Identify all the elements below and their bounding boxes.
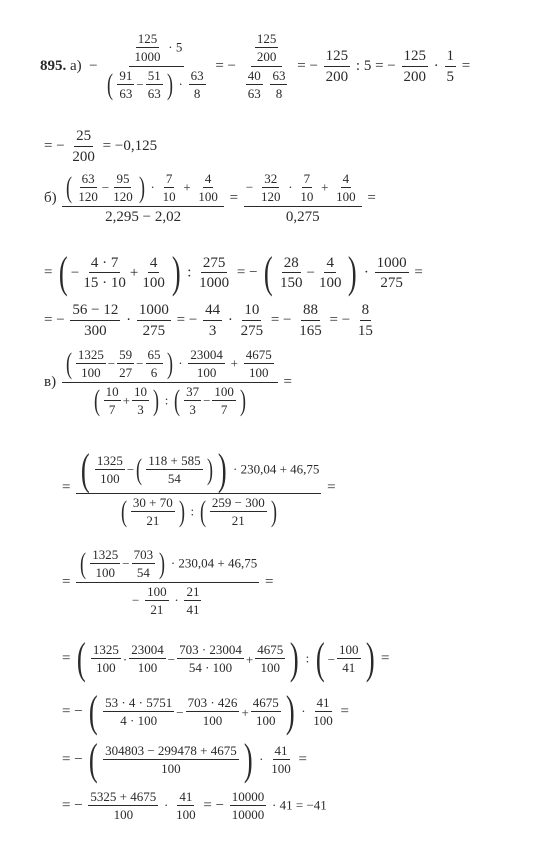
line-b2: = ( − $\frac{4 \cdot 7}{15 \cdot 10}$ + $\frac{4}{100}$ ) : $\frac{275}{1000}$ = − ( $\frac{28}{150}$ − $\frac{4}{100}$ ) · $\frac{1000}{275}$ = [44, 248, 423, 297]
part-b-label: б) [44, 189, 57, 206]
part-a-label: а) [70, 58, 82, 75]
line-v1: в) ( $\frac{1325}{100}$ − $\frac{59}{27}$ − $\frac{65}{6}$ ) · $\frac{23004}{100}$ + $\frac{4675}{100}$ ( $\frac{10}{7}$ + $\frac{10}{3}$ ) : ( $\frac{37}{3}$ − $\frac{100}{7}$ ) = [44, 347, 292, 417]
part-v-label: в) [44, 374, 57, 391]
line-v3: = ( $\frac{1325}{100}$ − $\frac{703}{54}$ ) · 230,04 + 46,75 − $\frac{100}{21}$ · $\frac{21}{41}$ = [62, 547, 274, 617]
problem-number: 895. [40, 58, 67, 75]
fraction: $\frac{125}{1000}$ · 5 ( $\frac{91}{63}$ − $\frac{51}{63}$ ) · $\frac{63}{8}$ [107, 31, 204, 101]
line-a1: 895. а) − $\frac{125}{1000}$ · 5 ( $\frac{91}{63}$ − $\frac{51}{63}$ ) · $\frac{63}{8}$ = − $\frac{125}{200}$ $\frac{40}{63}$ $\frac{63}{8}$ = − $\frac{125}{200}$ : 5 = − $\frac{125}{200}$ · $\frac{1}{5}$ = [40, 31, 471, 101]
line-v4: = ( $\frac{1325}{100}$ · $\frac{23004}{100}$ − $\frac{703 \cdot 23004}{54 \cdot 100}$ + $\frac{4675}{100}$ ) : ( − $\frac{100}{41}$ ) = [62, 634, 390, 683]
line-v5: = − ( $\frac{53 \cdot 4 \cdot 5751}{4 \cdot 100}$ − $\frac{703 \cdot 426}{100}$ + $\frac{4675}{100}$ ) · $\frac{41}{100}$ = [62, 687, 349, 736]
line-b3: = − $\frac{56 - 12}{300}$ · $\frac{1000}{275}$ = − $\frac{44}{3}$ · $\frac{10}{275}$ = − $\frac{88}{165}$ = − $\frac{8}{15}$ [44, 302, 373, 339]
line-v2: = ( $\frac{1325}{100}$ − ( $\frac{118 + 585}{54}$ ) ) · 230,04 + 46,75 ( $\frac{30 + 70}{21}$ ) : ( $\frac{259 - 300}{21}$ ) = [62, 445, 336, 529]
line-a2: = − $\frac{25}{200}$ = −0,125 [44, 128, 158, 165]
line-v7: = − $\frac{5325 + 4675}{100}$ · $\frac{41}{100}$ = − $\frac{10000}{10000}$ · 41 = −41 [62, 789, 327, 823]
line-v6: = − ( $\frac{304803 - 299478 + 4675}{100}$ ) · $\frac{41}{100}$ = [62, 735, 307, 784]
line-b1: б) ( $\frac{63}{120}$ − $\frac{95}{120}$ ) · $\frac{7}{10}$ + $\frac{4}{100}$ 2,295 − 2,02 = − $\frac{32}{120}$ · $\frac{7}{10}$ + $\frac{4}{100}$ 0,275 = [44, 171, 376, 225]
